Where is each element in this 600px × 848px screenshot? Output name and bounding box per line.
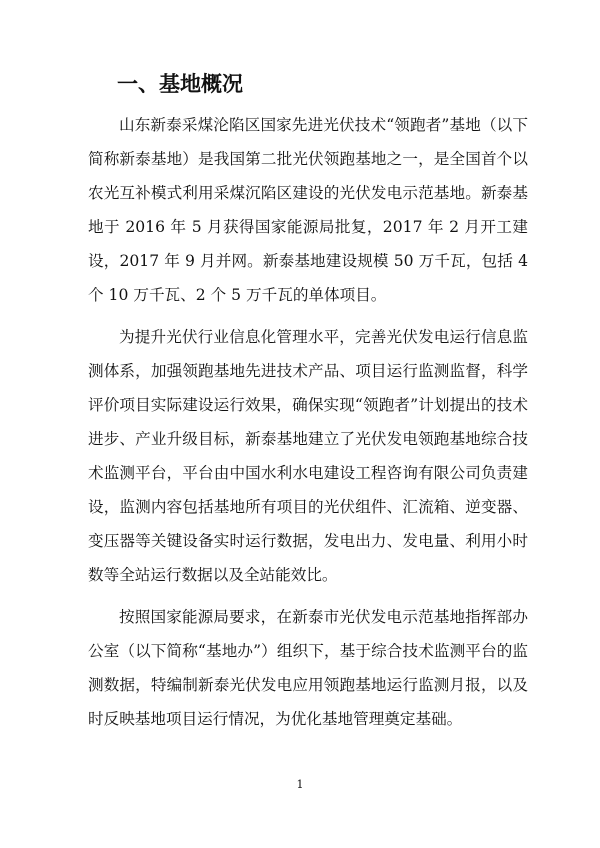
paragraph-monitoring-platform: 为提升光伏行业信息化管理水平，完善光伏发电运行信息监测体系，加强领跑基地先进技术产品、项目运行监测监督，科学评价项目实际建设运行效果，确保实现“领跑者”计划提出的技术进步、产业升级目标，新泰基地建立了光伏发电领跑基地综合技术监测平台，平台由中国水利水电建设工程咨询有限公司负责建设，监测内容包括基地所有项目的光伏组件、汇流箱、逆变器、变压器等关键设备实时运行数据，发电出力、发电量、利用小时数等全站运行数据以及全站能效比。 [88, 328, 528, 584]
paragraph-monthly-report: 按照国家能源局要求，在新泰市光伏发电示范基地指挥部办公室（以下简称“基地办”）组织下，基于综合技术监测平台的监测数据，特编制新泰光伏发电应用领跑基地运行监测月报，以及时反映基地项目运行情况，为优化基地管理奠定基础。 [88, 608, 528, 728]
section-heading: 一、基地概况 [117, 72, 243, 96]
page-number: 1 [296, 778, 304, 791]
body-text [88, 108, 528, 736]
paragraph-base-overview: 山东新泰采煤沦陷区国家先进光伏技术“领跑者”基地（以下简称新泰基地）是我国第二批光伏领跑基地之一，是全国首个以农光互补模式利用采煤沉陷区建设的光伏发电示范基地。新泰基地于 2016 年 5 月获得国家能源局批复，2017 年 2 月开工建设，2017 年 9 月并网。新泰基地建设规模 50 万千瓦，包括 4 个 10 万千瓦、2 个 5 万千瓦的单体项目。 [88, 116, 528, 304]
